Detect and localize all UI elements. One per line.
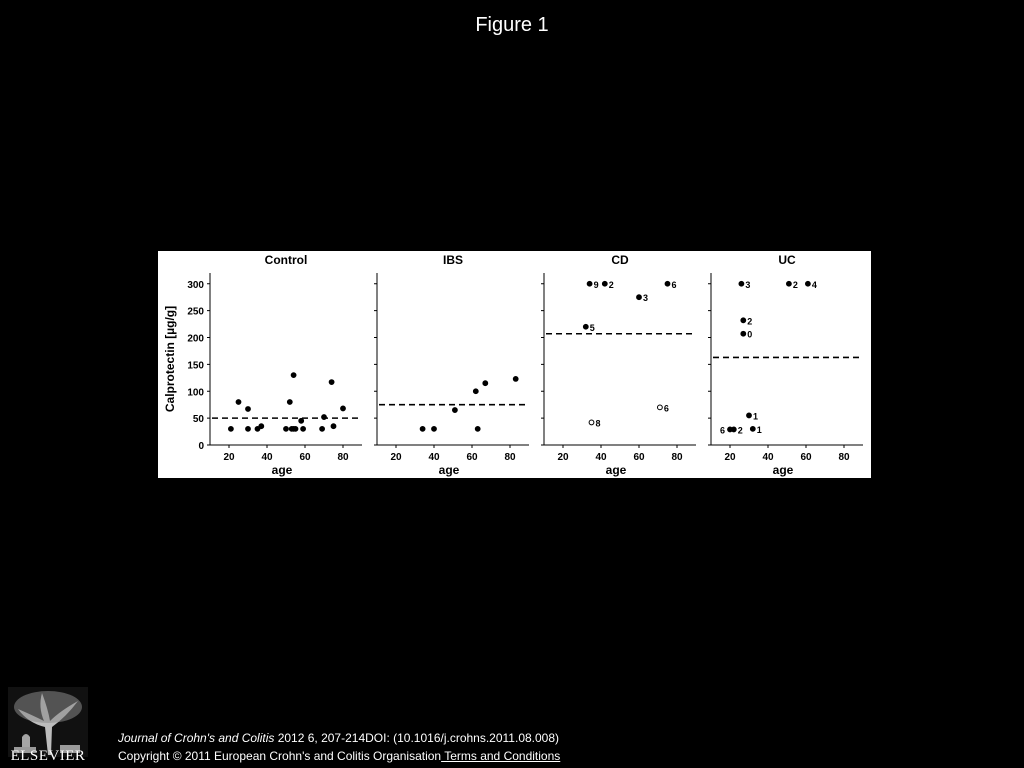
data-point-cd-5 [589, 420, 594, 425]
data-point-control-1 [236, 400, 241, 405]
data-label-uc-1: 2 [792, 279, 798, 290]
data-label-uc-0: 3 [745, 279, 751, 290]
copyright-line [118, 747, 560, 765]
x-axis-label-uc: age [772, 463, 794, 477]
x-tick-label-cd-20: 20 [557, 452, 569, 463]
citation-details: 2012 6, 207-214DOI: (10.1016/j.crohns.2011.08.008) [274, 731, 560, 745]
data-point-control-2 [246, 426, 251, 431]
data-label-cd-2: 3 [643, 293, 649, 304]
data-point-control-3 [246, 407, 251, 412]
x-tick-label-uc-80: 80 [838, 452, 850, 463]
data-point-uc-8 [731, 427, 736, 432]
x-tick-label-cd-40: 40 [595, 452, 607, 463]
x-axis-label-ibs: age [438, 463, 460, 477]
data-point-cd-6 [658, 405, 663, 410]
x-tick-label-uc-60: 60 [800, 452, 812, 463]
data-point-control-13 [301, 426, 306, 431]
data-label-cd-3: 6 [671, 279, 677, 290]
data-point-cd-1 [602, 281, 607, 286]
journal-name: Journal of Crohn's and Colitis [118, 731, 275, 745]
citation [118, 729, 560, 765]
y-tick-label-300: 300 [187, 279, 204, 291]
data-point-ibs-1 [432, 426, 437, 431]
terms-and-conditions-link[interactable]: Terms and Conditions [441, 749, 561, 763]
x-tick-label-ibs-60: 60 [466, 452, 478, 463]
data-point-uc-1 [787, 281, 792, 286]
data-point-control-14 [320, 426, 325, 431]
data-label-uc-5: 1 [753, 411, 759, 422]
x-tick-label-control-60: 60 [299, 452, 311, 463]
data-point-control-7 [287, 400, 292, 405]
panel-title-control: Control [264, 253, 308, 267]
data-point-uc-4 [741, 331, 746, 336]
y-tick-label-200: 200 [187, 333, 204, 345]
data-point-cd-0 [587, 281, 592, 286]
data-point-uc-2 [806, 281, 811, 286]
data-point-control-5 [259, 424, 264, 429]
y-axis-label: Calprotectin [µg/g] [163, 305, 177, 413]
y-tick-label-150: 150 [187, 360, 204, 372]
panel-title-cd: CD [611, 253, 629, 267]
data-label-cd-1: 2 [608, 279, 614, 290]
x-axis-label-control: age [271, 463, 293, 477]
citation-line [118, 729, 560, 747]
data-point-control-18 [341, 406, 346, 411]
data-point-control-12 [299, 418, 304, 423]
data-point-ibs-0 [420, 426, 425, 431]
slide-title: Figure 1 [475, 14, 549, 36]
copyright-text: Copyright © 2011 European Crohn's and Colitis Organisation [118, 749, 442, 763]
data-label-uc-2: 4 [811, 279, 817, 290]
publisher-logo-text: ELSEVIER [10, 748, 86, 764]
data-label-cd-0: 9 [593, 279, 599, 290]
data-point-ibs-6 [513, 376, 518, 381]
data-point-uc-6 [750, 426, 755, 431]
data-label-cd-4: 5 [589, 322, 595, 333]
data-label-uc-7: 6 [719, 425, 725, 436]
data-point-uc-3 [741, 318, 746, 323]
data-point-cd-3 [665, 281, 670, 286]
y-tick-label-50: 50 [192, 414, 204, 426]
data-point-uc-0 [739, 281, 744, 286]
y-tick-label-0: 0 [198, 441, 204, 452]
data-label-uc-3: 2 [747, 316, 753, 327]
data-point-control-10 [291, 373, 296, 378]
data-label-uc-6: 1 [756, 424, 762, 435]
x-tick-label-uc-40: 40 [762, 452, 774, 463]
figure-panel [158, 251, 871, 478]
data-point-ibs-4 [475, 426, 480, 431]
data-label-cd-6: 6 [663, 403, 669, 414]
data-label-cd-5: 8 [595, 418, 601, 429]
data-point-ibs-5 [483, 381, 488, 386]
data-label-uc-8: 2 [737, 425, 743, 436]
data-label-uc-4: 0 [747, 329, 753, 340]
panel-title-uc: UC [778, 253, 796, 267]
data-point-cd-4 [583, 324, 588, 329]
data-point-control-15 [322, 415, 327, 420]
x-tick-label-control-20: 20 [223, 452, 235, 463]
data-point-uc-5 [747, 413, 752, 418]
y-tick-label-100: 100 [187, 387, 204, 399]
scatter-chart [158, 251, 871, 478]
x-tick-label-control-80: 80 [337, 452, 349, 463]
x-tick-label-cd-60: 60 [633, 452, 645, 463]
x-axis-label-cd: age [605, 463, 627, 477]
data-point-control-11 [293, 426, 298, 431]
x-tick-label-uc-20: 20 [724, 452, 736, 463]
y-tick-label-250: 250 [187, 306, 204, 318]
x-tick-label-ibs-20: 20 [390, 452, 402, 463]
x-tick-label-control-40: 40 [261, 452, 273, 463]
data-point-control-16 [329, 380, 334, 385]
data-point-control-6 [284, 426, 289, 431]
data-point-cd-2 [637, 295, 642, 300]
data-point-control-17 [331, 424, 336, 429]
data-point-ibs-2 [453, 408, 458, 413]
x-tick-label-ibs-80: 80 [504, 452, 516, 463]
x-tick-label-ibs-40: 40 [428, 452, 440, 463]
data-point-ibs-3 [473, 389, 478, 394]
data-point-control-0 [229, 426, 234, 431]
panel-title-ibs: IBS [442, 253, 464, 267]
x-tick-label-cd-80: 80 [671, 452, 683, 463]
